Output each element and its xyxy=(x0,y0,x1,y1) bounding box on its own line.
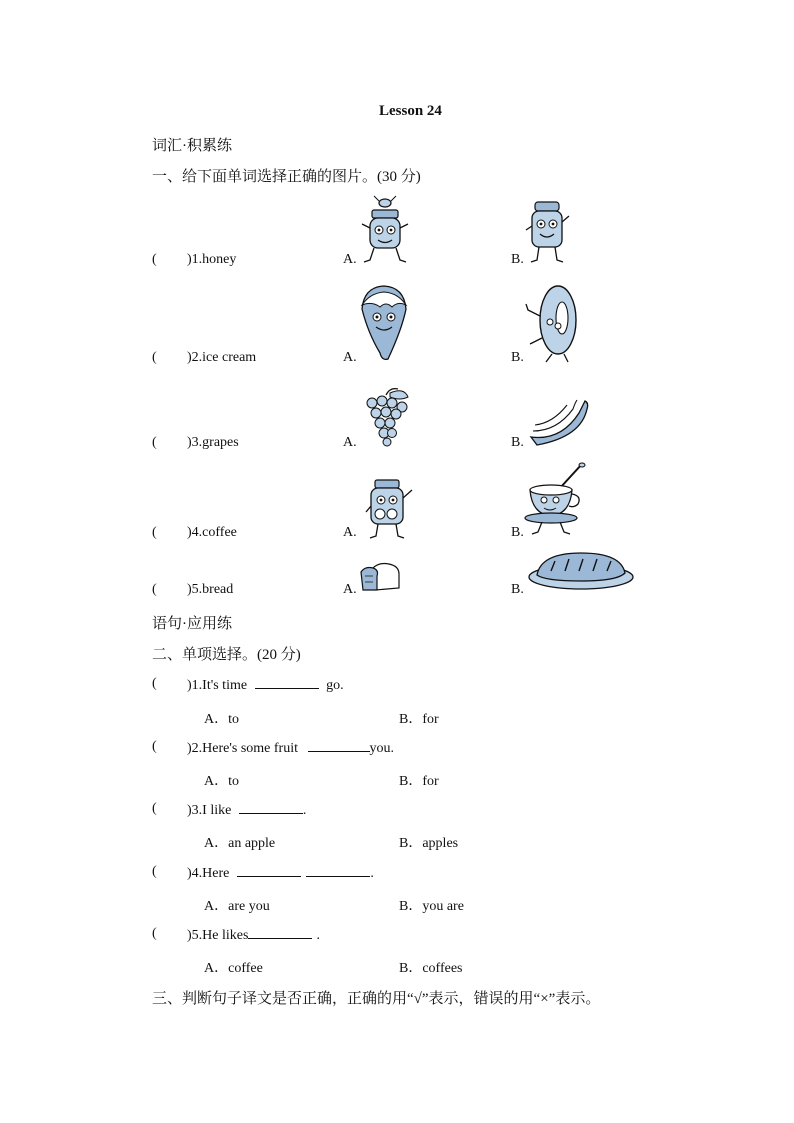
ice-cream-icon[interactable] xyxy=(358,283,410,363)
q4-option-a-label: A. xyxy=(343,525,357,540)
mc-q4-stem xyxy=(187,864,374,882)
q2-paren[interactable]: ( xyxy=(152,350,157,365)
mc-q1-pre: )1.It's time xyxy=(187,678,248,693)
jar-icon[interactable] xyxy=(364,478,416,540)
q1-option-b-label: B. xyxy=(511,252,524,267)
mc-q4-blank-2[interactable] xyxy=(306,864,370,877)
q5-paren[interactable]: ( xyxy=(152,582,157,597)
lesson-title: Lesson 24 xyxy=(379,103,442,119)
mc-q2-pre: )2.Here's some fruit xyxy=(187,741,298,756)
mc-q3-option-b[interactable]: B．apples xyxy=(399,836,459,851)
mc-q5-stem xyxy=(187,926,320,944)
bread-slice-icon[interactable] xyxy=(359,562,403,592)
q1-word: )1.honey xyxy=(187,252,237,267)
mc-q5-post: . xyxy=(316,928,320,943)
mc-q5-option-a[interactable]: A．coffee xyxy=(204,961,263,976)
mc-q3-paren[interactable]: ( xyxy=(152,801,157,816)
q3-word: )3.grapes xyxy=(187,435,239,450)
q1-option-a-label: A. xyxy=(343,252,357,267)
mc-q2-option-b[interactable]: B．for xyxy=(399,774,439,789)
mc-q5-paren[interactable]: ( xyxy=(152,926,157,941)
mc-q5-option-b[interactable]: B．coffees xyxy=(399,961,463,976)
part1-heading: 词汇·积累练 xyxy=(152,138,232,154)
mc-q2-blank[interactable] xyxy=(308,739,370,752)
mc-q3-pre: )3.I like xyxy=(187,803,232,818)
mc-q4-pre: )4.Here xyxy=(187,866,230,881)
mc-q1-option-a[interactable]: A．to xyxy=(204,712,239,727)
coffee-cup-icon[interactable] xyxy=(524,462,586,536)
q4-paren[interactable]: ( xyxy=(152,525,157,540)
mc-q1-stem xyxy=(187,676,344,694)
section2-title: 二、单项选择。(20 分) xyxy=(152,647,301,663)
mc-q3-option-a[interactable]: A．an apple xyxy=(204,836,276,851)
mc-q2-stem xyxy=(187,739,394,757)
mc-q4-paren[interactable]: ( xyxy=(152,864,157,879)
q3-option-b-label: B. xyxy=(511,435,524,450)
mc-q3-stem xyxy=(187,801,306,819)
grapes-icon[interactable] xyxy=(360,385,412,447)
mc-q5-pre: )5.He likes xyxy=(187,928,249,943)
jam-jar-icon[interactable] xyxy=(525,200,571,266)
mc-q3-post: . xyxy=(302,803,307,818)
mc-q1-blank[interactable] xyxy=(255,676,319,689)
donut-icon[interactable] xyxy=(522,282,582,364)
mc-q3-blank[interactable] xyxy=(239,801,303,814)
q2-word: )2.ice cream xyxy=(187,350,257,365)
mc-q2-paren[interactable]: ( xyxy=(152,739,157,754)
q2-option-a-label: A. xyxy=(343,350,357,365)
mc-q1-post: go. xyxy=(326,678,344,693)
banana-icon[interactable] xyxy=(527,397,591,447)
q1-paren[interactable]: ( xyxy=(152,252,157,267)
mc-q2-option-a[interactable]: A．to xyxy=(204,774,239,789)
mc-q1-paren[interactable]: ( xyxy=(152,676,157,691)
section1-title: 一、给下面单词选择正确的图片。(30 分) xyxy=(152,169,421,185)
mc-q4-post: . xyxy=(370,866,374,881)
mc-q4-option-b[interactable]: B．you are xyxy=(399,899,464,914)
mc-q4-blank-1[interactable] xyxy=(237,864,301,877)
part2-heading: 语句·应用练 xyxy=(152,616,232,632)
q2-option-b-label: B. xyxy=(511,350,524,365)
honey-jar-icon[interactable] xyxy=(360,194,410,266)
q3-option-a-label: A. xyxy=(343,435,357,450)
bread-loaf-icon[interactable] xyxy=(527,549,635,591)
mc-q5-blank[interactable] xyxy=(248,926,312,939)
q3-paren[interactable]: ( xyxy=(152,435,157,450)
q4-word: )4.coffee xyxy=(187,525,237,540)
q5-option-a-label: A. xyxy=(343,582,357,597)
mc-q4-option-a[interactable]: A．are you xyxy=(204,899,270,914)
section3-title: 三、判断句子译文是否正确，正确的用“√”表示，错误的用“×”表示。 xyxy=(152,991,601,1007)
q5-word: )5.bread xyxy=(187,582,234,597)
q4-option-b-label: B. xyxy=(511,525,524,540)
q5-option-b-label: B. xyxy=(511,582,524,597)
mc-q1-option-b[interactable]: B．for xyxy=(399,712,439,727)
mc-q2-post: you. xyxy=(369,741,394,756)
